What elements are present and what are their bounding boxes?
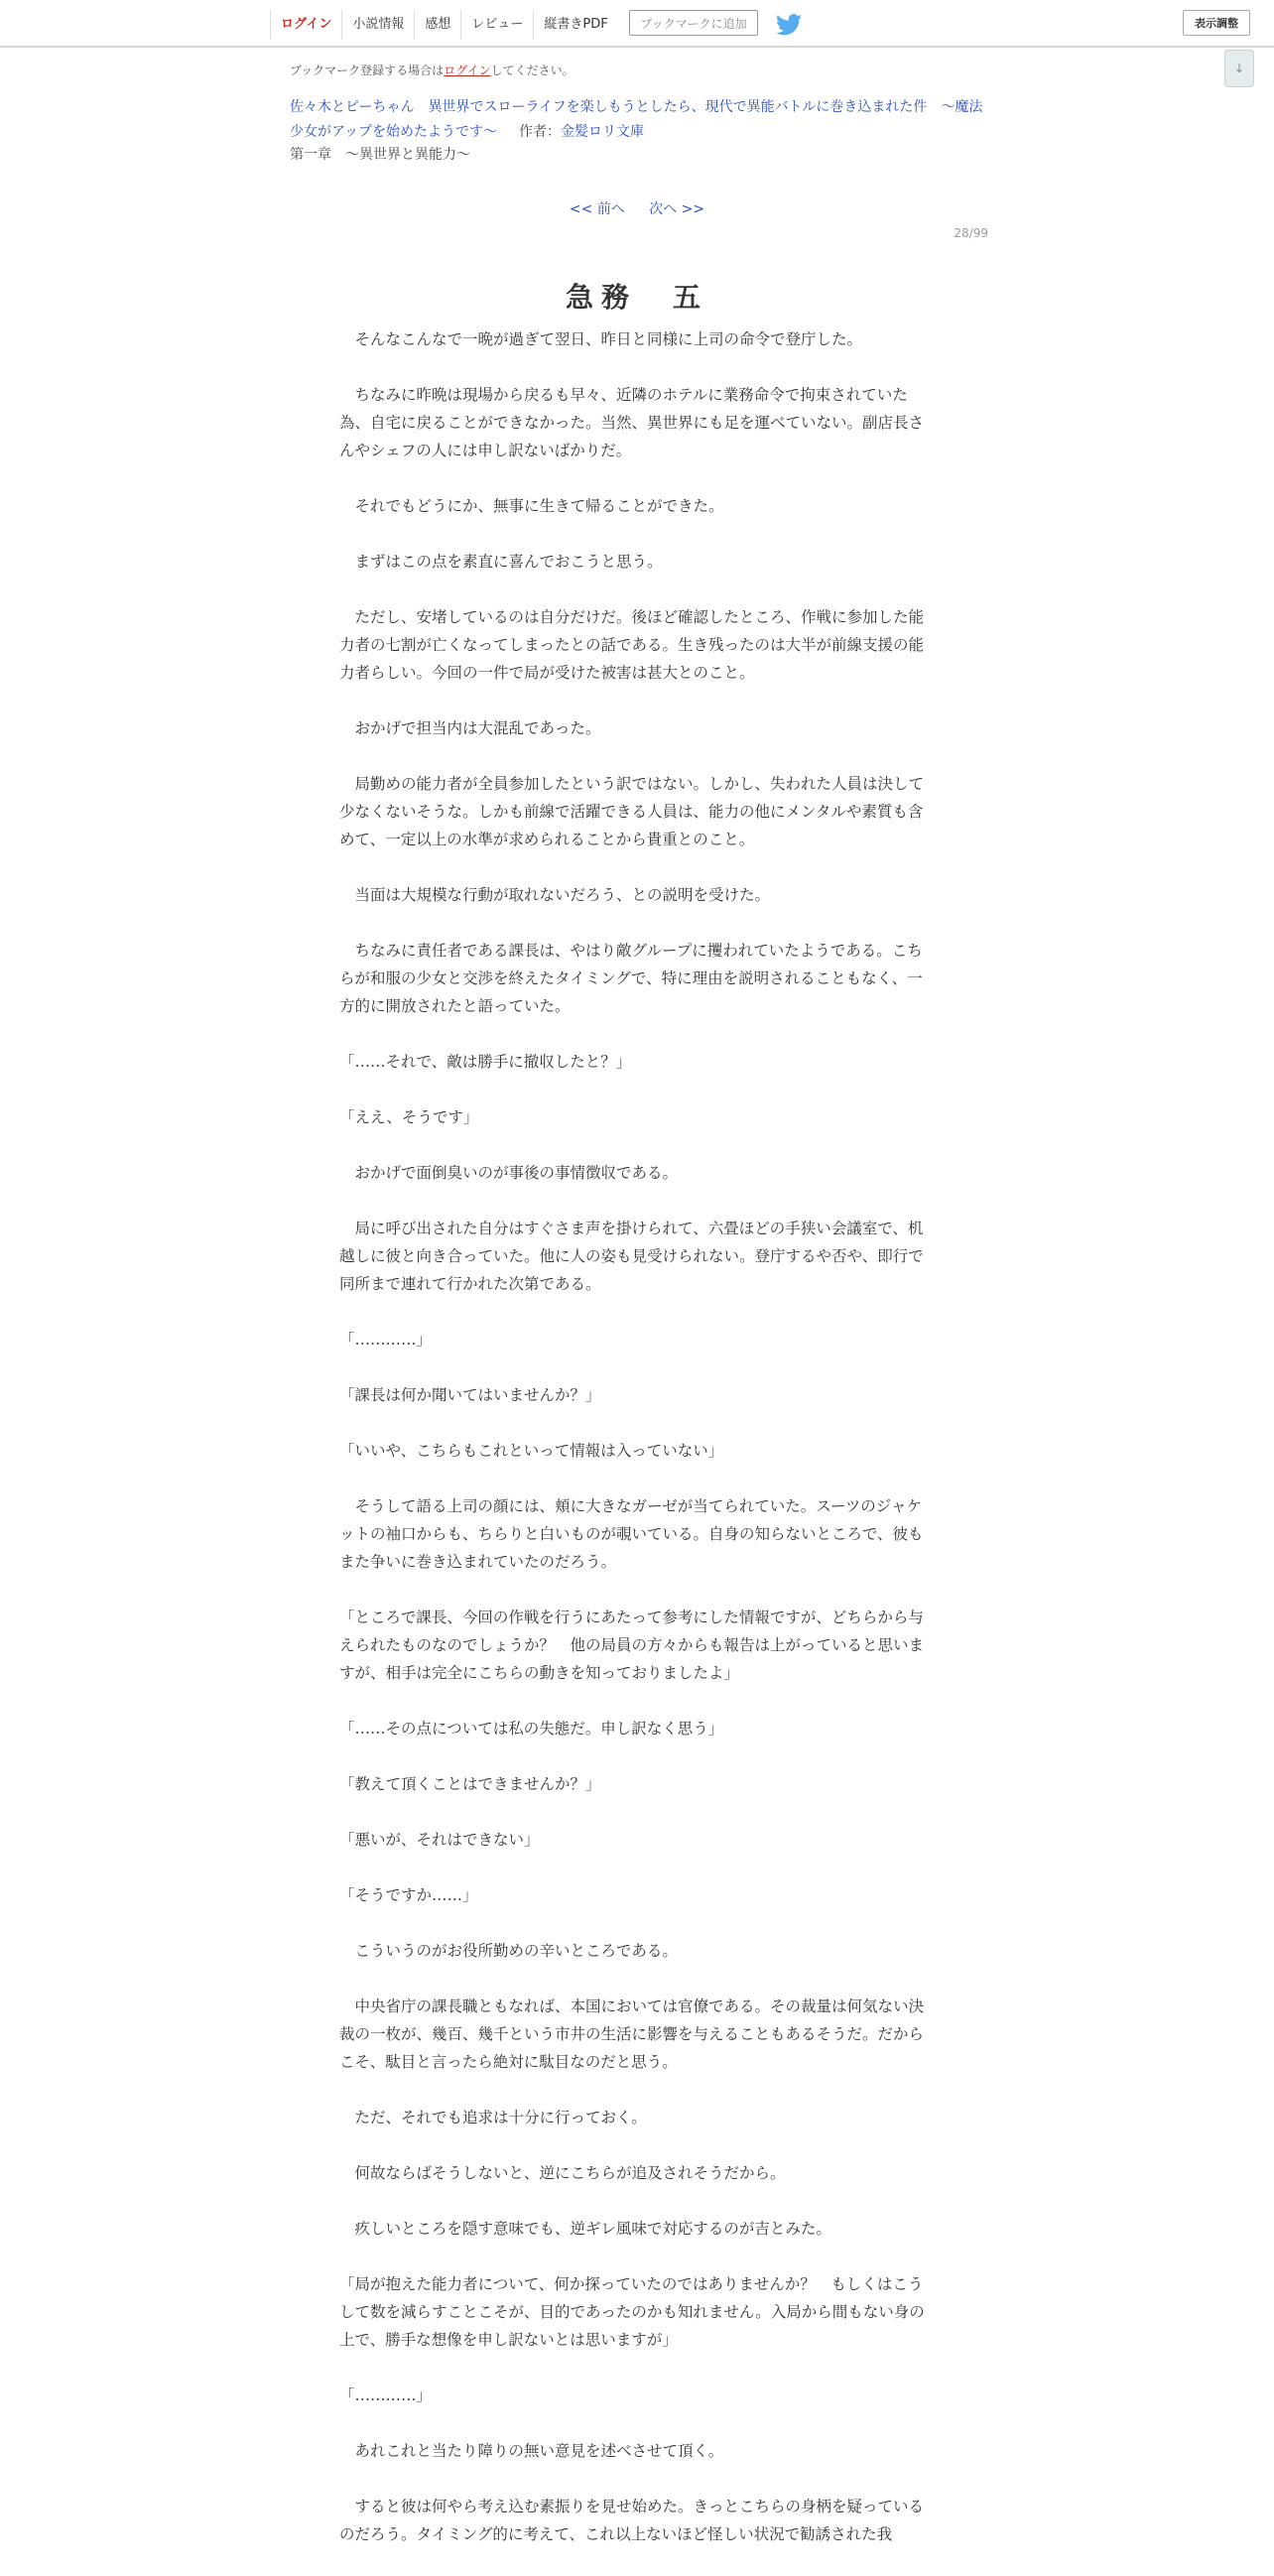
paragraph: そうして語る上司の顔には、頬に大きなガーゼが当てられていた。スーツのジャケットの袖口からも、ちらりと白いものが覗いている。自身の知らないところで、彼もまた争いに巻き込まれていたのだろう。 xyxy=(339,1497,924,1571)
paragraph: ちなみに責任者である課長は、やはり敵グループに攫われていたようである。こちらが和服の少女と交渉を終えたタイミングで、特に理由を説明されることもなく、一方的に開放されたと語っていた。 xyxy=(339,942,923,1015)
paragraph: 「…………」 xyxy=(339,2386,433,2404)
series-title-link[interactable]: 佐々木とピーちゃん 異世界でスローライフを楽しもうとしたら、現代で異能バトルに巻き込まれた件 ～魔法少女がアップを始めたようです～ xyxy=(290,99,983,140)
nav-vertical-pdf[interactable]: 縦書きPDF xyxy=(533,10,617,40)
paragraph: 「……その点については私の失態だ。申し訳なく思う」 xyxy=(339,1720,724,1738)
prev-page-link[interactable]: << 前へ xyxy=(569,201,625,217)
paragraph: それでもどうにか、無事に生きて帰ることができた。 xyxy=(339,497,724,515)
nav-review[interactable]: レビュー xyxy=(460,10,533,40)
episode-title: 急務 五 xyxy=(565,280,708,314)
paragraph: 「悪いが、それはできない」 xyxy=(339,1831,540,1849)
paragraph: 「いいや、こちらもこれといって情報は入っていない」 xyxy=(339,1442,724,1460)
paragraph: ただ、それでも追求は十分に行っておく。 xyxy=(339,2109,647,2126)
paragraph: 「そうですか……」 xyxy=(339,1886,478,1904)
paragraph: 中央省庁の課長職ともなれば、本国においては官僚である。その裁量は何気ない決裁の一枚が、幾百、幾千という市井の生活に影響を与えることもあるそうだ。だからこそ、駄目と言ったら絶対に駄目なのだと思う。 xyxy=(339,1997,925,2071)
add-bookmark-button[interactable]: ブックマークに追加 xyxy=(629,10,758,36)
paragraph: 「ところで課長、今回の作戦を行うにあたって参考にした情報ですが、どちらから与えられたものなのでしょうか？ 他の局員の方々からも報告は上がっていると思いますが、相手は完全にこちらの動きを知っておりましたよ」 xyxy=(339,1609,925,1682)
notice-text-before: ブックマーク登録する場合は xyxy=(290,64,445,77)
author-label: 作者： xyxy=(519,124,562,140)
nav-login[interactable]: ログイン xyxy=(270,10,341,40)
paragraph: おかげで担当内は大混乱であった。 xyxy=(339,719,601,737)
nav-list xyxy=(270,10,618,40)
paragraph: 当面は大規模な行動が取れないだろう、との説明を受けた。 xyxy=(339,886,771,904)
pager xyxy=(0,198,1274,218)
paragraph: 「…………」 xyxy=(339,1331,433,1349)
paragraph: 「教えて頂くことはできませんか？」 xyxy=(339,1775,601,1793)
display-settings-button[interactable]: 表示調整 xyxy=(1183,10,1250,36)
paragraph: ちなみに昨晩は現場から戻るも早々、近隣のホテルに業務命令で拘束されていた為、自宅に戻ることができなかった。当然、異世界にも足を運べていない。副店長さんやシェフの人には申し訳ないばかりだ。 xyxy=(339,386,925,459)
paragraph: 「課長は何か聞いてはいませんか？」 xyxy=(339,1386,601,1404)
paragraph: まずはこの点を素直に喜んでおこうと思う。 xyxy=(339,553,663,571)
top-navigation-bar xyxy=(0,0,1274,48)
page-count: 28/99 xyxy=(954,226,988,240)
scroll-down-button[interactable]: ↓ xyxy=(1224,50,1254,87)
paragraph: ただし、安堵しているのは自分だけだ。後ほど確認したところ、作戦に参加した能力者の七割が亡くなってしまったとの話である。生き残ったのは大半が前線支援の能力者らしい。今回の一件で局が受けた被害は甚大とのこと。 xyxy=(339,608,925,682)
paragraph: おかげで面倒臭いのが事後の事情徴収である。 xyxy=(339,1164,679,1182)
paragraph: 「局が抱えた能力者について、何か探っていたのではありませんか？ もしくはこうして数を減らすことこそが、目的であったのかも知れません。入局から間もない身の上で、勝手な想像を申し訳ないとは思いますが」 xyxy=(339,2275,925,2349)
paragraph: 疚しいところを隠す意味でも、逆ギレ風味で対応するのが吉とみた。 xyxy=(339,2220,831,2238)
twitter-bird-icon[interactable] xyxy=(776,14,802,36)
paragraph: すると彼は何やら考え込む素振りを見せ始めた。きっとこちらの身柄を疑っているのだろう。タイミング的に考えて、これ以上ないほど怪しい状況で勧誘された我 xyxy=(339,2498,925,2543)
paragraph: 何故ならばそうしないと、逆にこちらが追及されそうだから。 xyxy=(339,2164,786,2182)
notice-text-after: してください。 xyxy=(490,64,574,77)
nav-novel-info[interactable]: 小説情報 xyxy=(341,10,414,40)
paragraph: そんなこんなで一晩が過ぎて翌日、昨日と同様に上司の命令で登庁した。 xyxy=(339,330,863,348)
author-link[interactable]: 金髪ロリ文庫 xyxy=(561,124,645,140)
paragraph: こういうのがお役所勤めの辛いところである。 xyxy=(339,1942,678,1960)
series-info xyxy=(290,95,994,145)
paragraph: 局に呼び出された自分はすぐさま声を掛けられて、六畳ほどの手狭い会議室で、机越しに彼と向き合っていた。他に人の姿も見受けられない。登庁するや否や、即行で同所まで連れて行かれた次第である。 xyxy=(339,1220,924,1293)
nav-impressions[interactable]: 感想 xyxy=(414,10,460,40)
paragraph: 局勤めの能力者が全員参加したという訳ではない。しかし、失われた人員は決して少なくないそうな。しかも前線で活躍できる人員は、能力の他にメンタルや素質も含めて、一定以上の水準が求められることから貴重とのこと。 xyxy=(339,775,925,848)
paragraph: 「……それで、敵は勝手に撤収したと？」 xyxy=(339,1053,632,1071)
next-page-link[interactable]: 次へ >> xyxy=(649,201,705,217)
notice-login-link[interactable]: ログイン xyxy=(444,64,491,77)
paragraph: あれこれと当たり障りの無い意見を述べさせて頂く。 xyxy=(339,2442,724,2460)
chapter-title: 第一章 ～異世界と異能力～ xyxy=(290,147,470,163)
paragraph: 「ええ、そうです」 xyxy=(339,1108,479,1126)
novel-body xyxy=(339,325,929,2576)
bookmark-notice xyxy=(290,62,574,78)
